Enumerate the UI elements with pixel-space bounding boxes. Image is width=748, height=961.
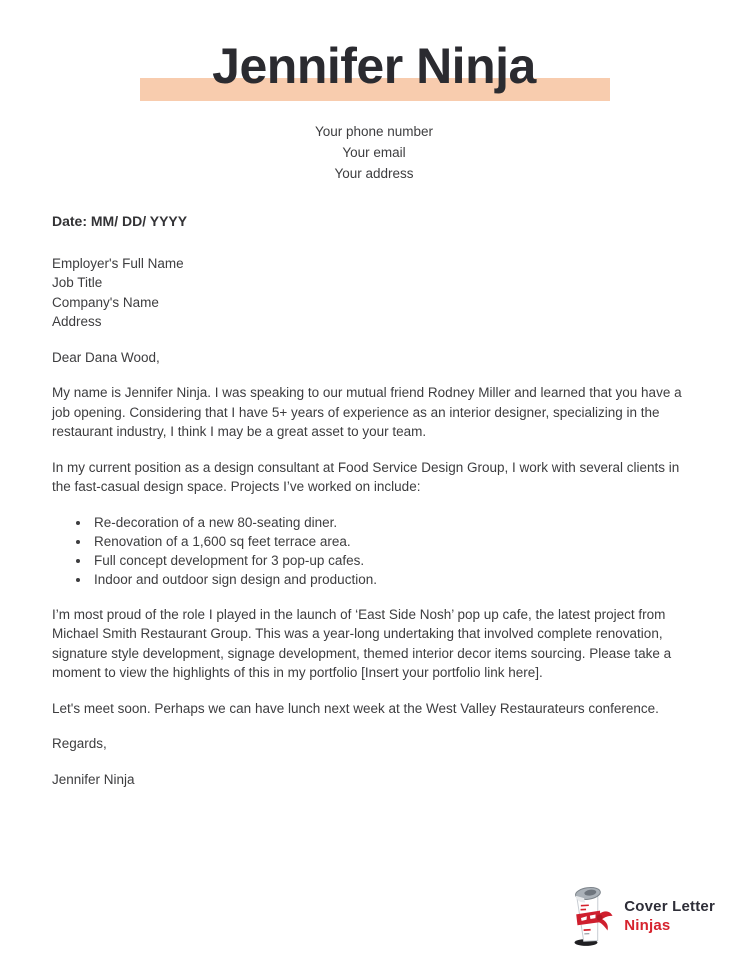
bullet-item: Renovation of a 1,600 sq feet terrace area. bbox=[94, 532, 697, 551]
bullet-item: Indoor and outdoor sign design and production. bbox=[94, 570, 697, 589]
brand-text bbox=[624, 897, 715, 935]
paragraph-intro: My name is Jennifer Ninja. I was speaking to our mutual friend Rodney Miller and learned that you have a job opening. Considering that I have 5+ years of experience as an interior designer, specializing in the restaurant industry, I think I may be a great asset to your team. bbox=[52, 385, 682, 439]
recipient-address: Address bbox=[52, 314, 102, 329]
closing: Regards, bbox=[52, 736, 107, 751]
page-title: Jennifer Ninja bbox=[212, 38, 536, 94]
contact-address: Your address bbox=[334, 166, 414, 181]
brand-name-line1: Cover Letter bbox=[624, 897, 715, 915]
recipient-name: Employer's Full Name bbox=[52, 255, 184, 271]
brand-name-line2: Ninjas bbox=[624, 916, 671, 934]
brand-logo bbox=[564, 884, 715, 947]
paragraph-achievement: I’m most proud of the role I played in the launch of ‘East Side Nosh’ pop up cafe, the latest project from Michael Smith Restaurant Group. This was a year-long undertaking that involved complete renovation, signature style development, signage development, themed interior decor items sourcing. Please take a moment to view the highlights of this in my portfolio [Insert your portfolio link here]. bbox=[52, 606, 672, 680]
letter-header bbox=[0, 0, 748, 100]
letter-body bbox=[52, 212, 697, 789]
date-line: Date: MM/ DD/ YYYY bbox=[52, 213, 188, 229]
paragraph-position: In my current position as a design consultant at Food Service Design Group, I work with several clients in the fast-casual design space. Projects I’ve worked on include: bbox=[52, 459, 680, 494]
contact-email: Your email bbox=[342, 145, 406, 160]
signature-name: Jennifer Ninja bbox=[52, 771, 135, 787]
contact-phone: Your phone number bbox=[314, 124, 434, 139]
salutation: Dear Dana Wood, bbox=[52, 349, 160, 365]
recipient-company: Company's Name bbox=[52, 294, 159, 310]
recipient-block bbox=[52, 254, 697, 332]
ninja-scroll-mascot-icon bbox=[564, 884, 613, 947]
bullet-item: Re-decoration of a new 80-seating diner. bbox=[94, 513, 697, 532]
recipient-job-title: Job Title bbox=[52, 275, 103, 290]
project-bullet-list bbox=[52, 513, 697, 589]
contact-block bbox=[0, 121, 748, 184]
paragraph-meeting: Let's meet soon. Perhaps we can have lunch next week at the West Valley Restaurateurs conference. bbox=[52, 700, 659, 716]
bullet-item: Full concept development for 3 pop-up cafes. bbox=[94, 551, 697, 570]
